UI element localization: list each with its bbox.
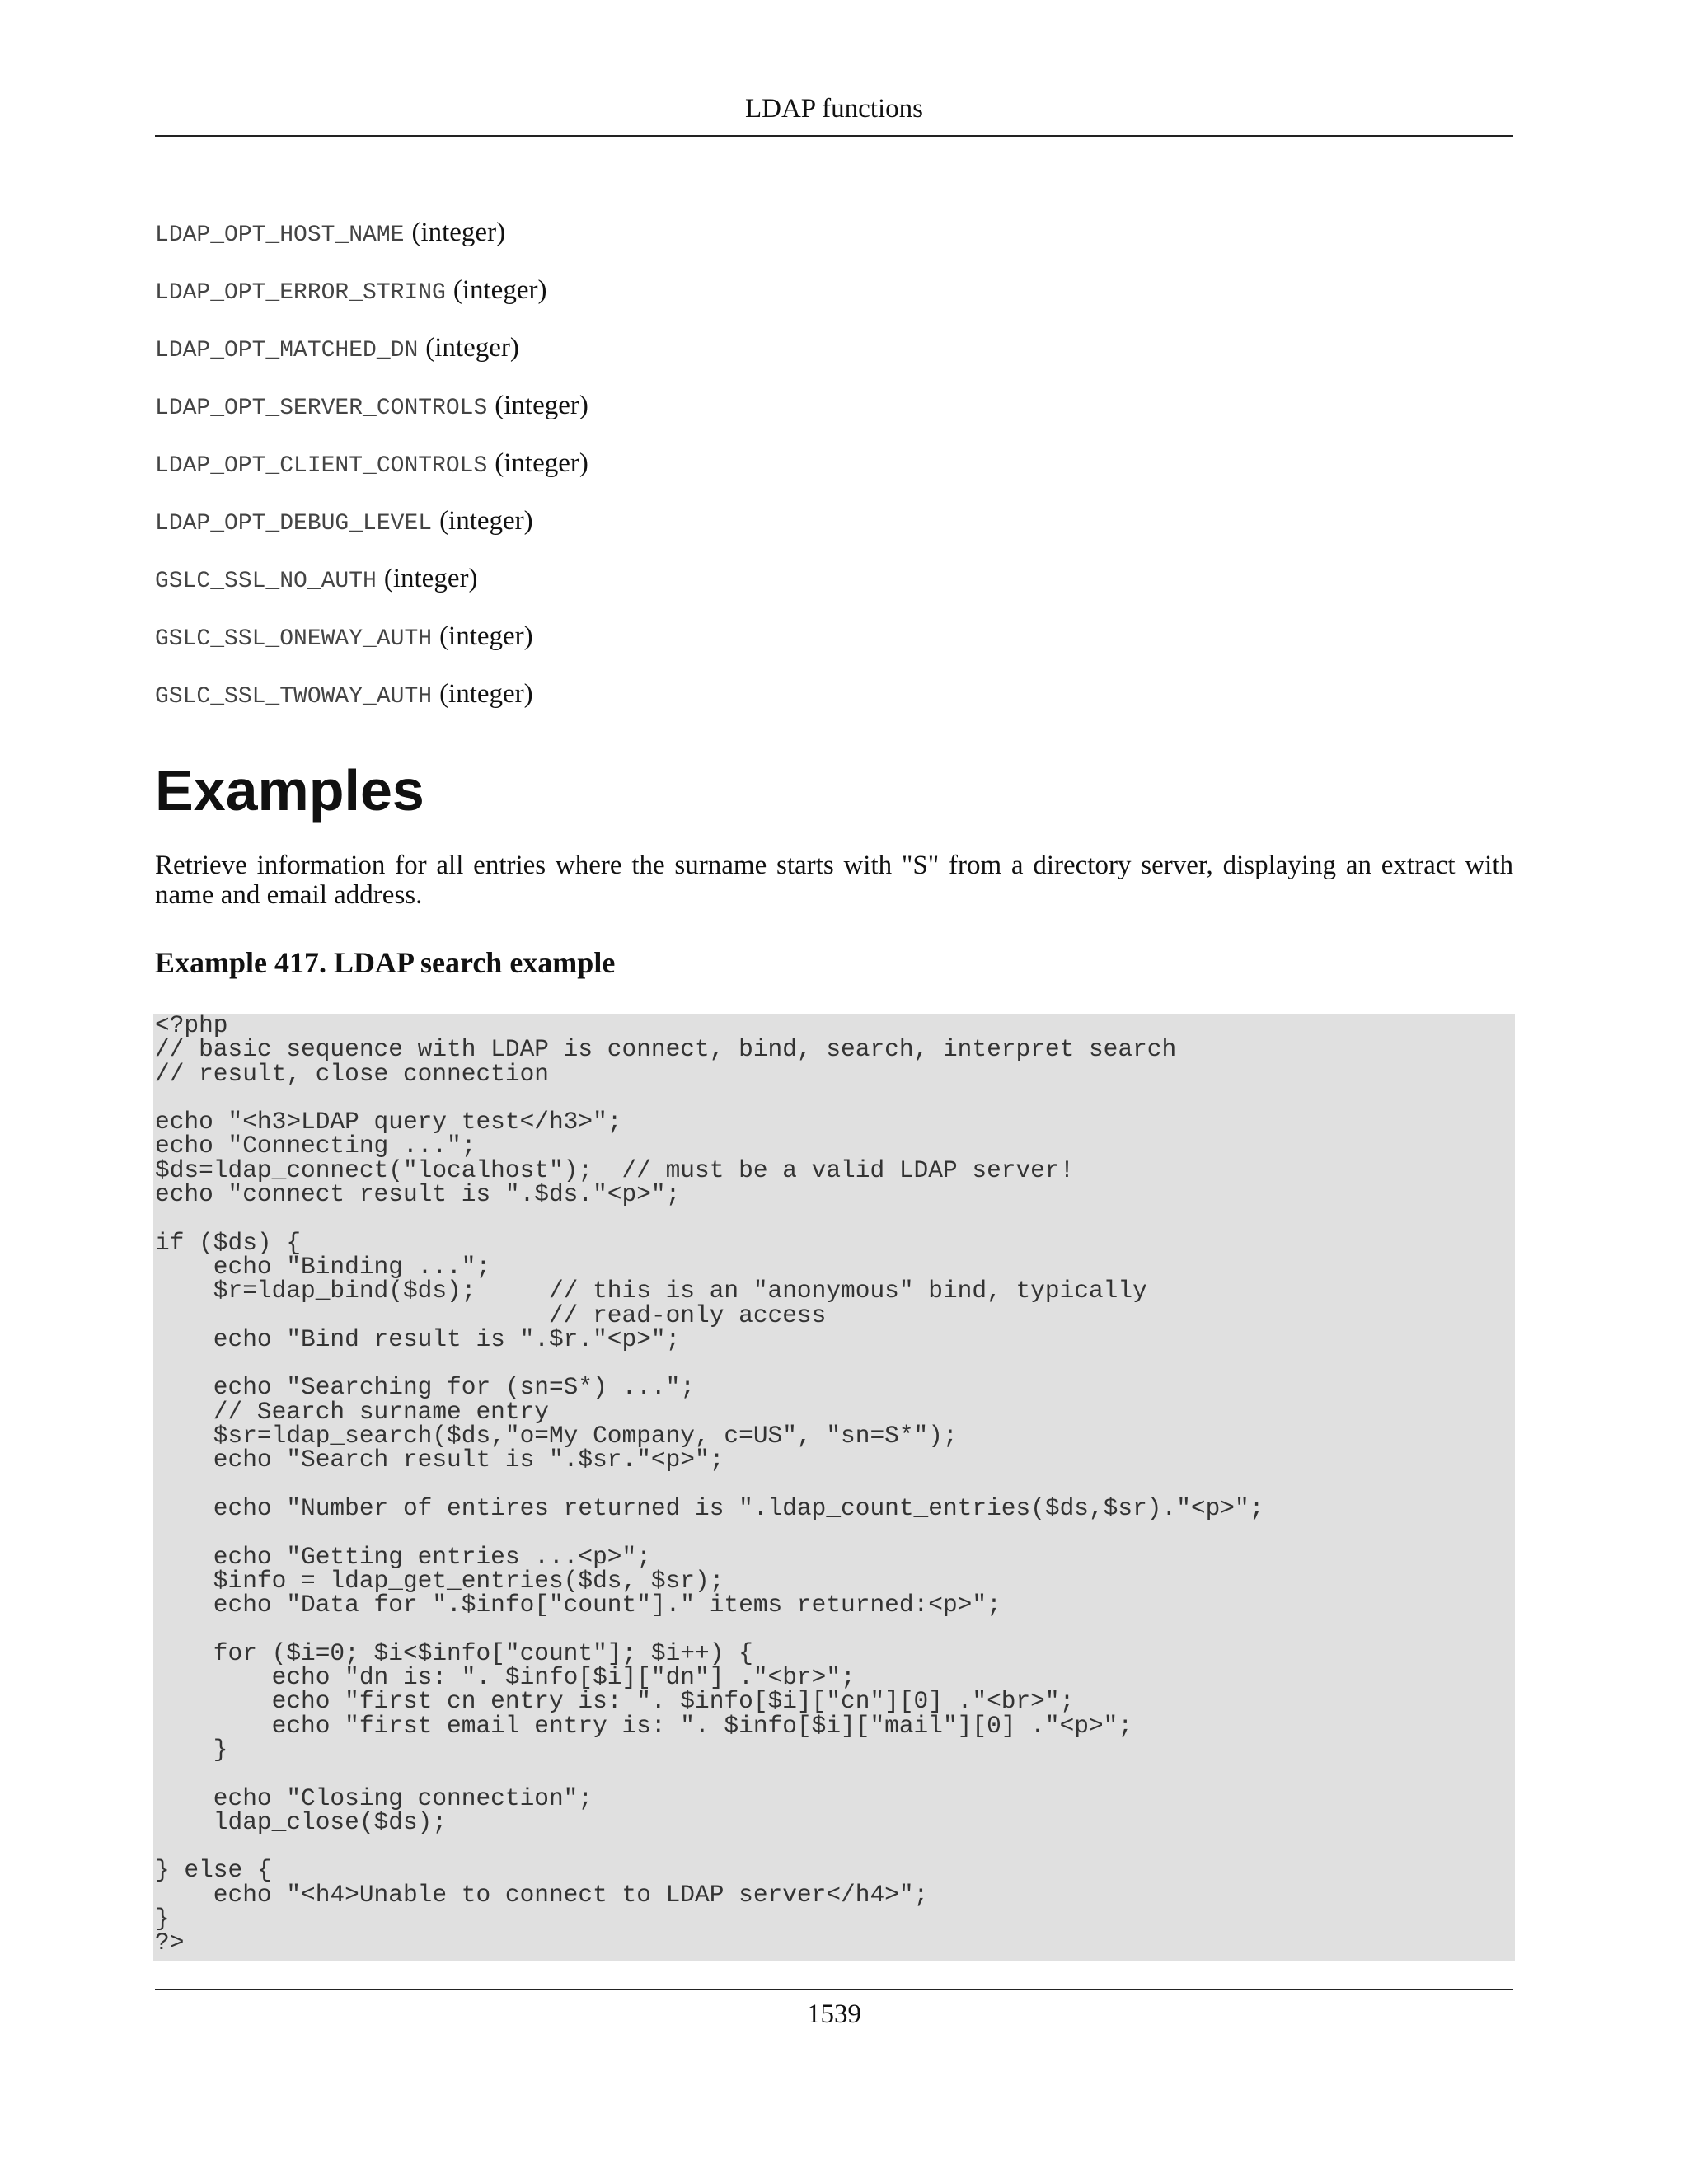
constant-name: LDAP_OPT_CLIENT_CONTROLS — [155, 453, 488, 479]
constant-item — [155, 679, 1513, 737]
footer-rule — [155, 1989, 1513, 1990]
constant-item — [155, 218, 1513, 275]
running-header: LDAP functions — [744, 94, 923, 124]
constant-item — [155, 564, 1513, 621]
constant-item — [155, 333, 1513, 391]
constant-name: GSLC_SSL_ONEWAY_AUTH — [155, 626, 433, 652]
constant-name: LDAP_OPT_ERROR_STRING — [155, 280, 446, 306]
constant-type: (integer) — [495, 391, 588, 420]
constant-item — [155, 275, 1513, 333]
constant-item — [155, 621, 1513, 679]
code-listing: <?php // basic sequence with LDAP is connect, bind, search, interpret search // result, close connection echo "<h3>LDAP query test</h3>"; echo "Connecting ..."; $ds=ldap_connect("localhost"); // must be a valid LDAP server! echo "connect result is ".$ds."<p>"; if ($ds) { echo "Binding ..."; $r=ldap_bind($ds); // this is an "anonymous" bind, typically // read-only access echo "Bind result is ".$r."<p>"; echo "Searching for (sn=S*) ..."; // Search surname entry $sr=ldap_search($ds,"o=My Company, c=US", "sn=S*"); echo "Search result is ".$sr."<p>"; echo "Number of entires returned is ".ldap_count_entries($ds,$sr)."<p>"; echo "Getting entries ...<p>"; $info = ldap_get_entries($ds, $sr); echo "Data for ".$info["count"]." items returned:<p>"; for ($i=0; $i<$info["count"]; $i++) { echo "dn is: ". $info[$i]["dn"] ."<br>"; echo "first cn entry is: ". $info[$i]["cn"][0] ."<br>"; echo "first email entry is: ". $info[$i]["mail"][0] ."<p>"; } echo "Closing connection"; ldap_close($ds); } else { echo "<h4>Unable to connect to LDAP server</h4>"; } ?> — [153, 1014, 1515, 1961]
section-heading-examples: Examples — [155, 758, 424, 823]
constant-type: (integer) — [439, 679, 533, 709]
constant-name: LDAP_OPT_DEBUG_LEVEL — [155, 511, 433, 537]
page-number: 1539 — [807, 1999, 861, 2029]
constant-name: GSLC_SSL_NO_AUTH — [155, 569, 377, 594]
constant-type: (integer) — [495, 448, 588, 478]
constant-item — [155, 448, 1513, 506]
constant-type: (integer) — [411, 218, 506, 247]
constant-name: LDAP_OPT_MATCHED_DN — [155, 338, 419, 363]
constant-item — [155, 506, 1513, 564]
constant-type: (integer) — [383, 564, 478, 593]
constant-type: (integer) — [452, 275, 547, 305]
constant-name: LDAP_OPT_SERVER_CONTROLS — [155, 396, 488, 421]
constant-type: (integer) — [425, 333, 519, 363]
header-rule — [155, 135, 1513, 137]
constants-list — [155, 218, 1513, 737]
examples-intro-paragraph: Retrieve information for all entries where the surname starts with "S" from a directory server, displaying an extract with name and email address. — [155, 851, 1513, 910]
example-title: Example 417. LDAP search example — [155, 946, 616, 979]
constant-name: GSLC_SSL_TWOWAY_AUTH — [155, 684, 433, 710]
constant-item — [155, 391, 1513, 448]
constant-name: LDAP_OPT_HOST_NAME — [155, 223, 405, 248]
constant-type: (integer) — [439, 621, 533, 651]
constant-type: (integer) — [439, 506, 533, 536]
